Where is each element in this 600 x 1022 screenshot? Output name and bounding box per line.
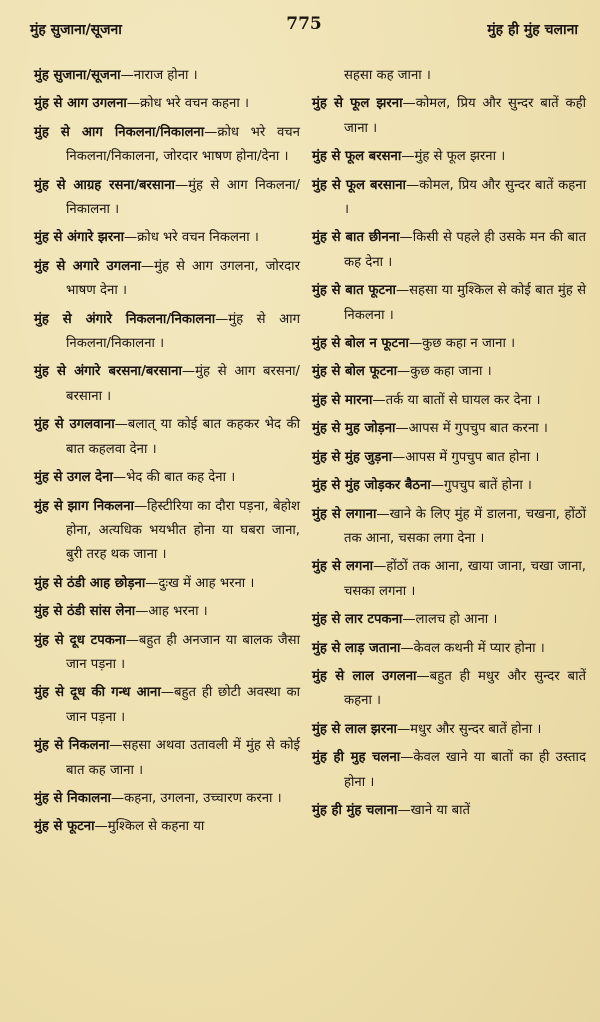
entry-headword: मुंह से बात छीनना	[312, 230, 400, 246]
dictionary-entry	[312, 92, 586, 141]
entry-definition: —भेद की बात कह देना ।	[112, 470, 236, 486]
entry-definition: —खाने या बातें	[397, 802, 471, 818]
entry-headword: मुंह से मुह जोड़ना	[312, 421, 396, 437]
dictionary-entry	[312, 145, 586, 169]
entry-definition: —हिस्टीरिया का दौरा पड़ना, बेहोश होना, अत्यधिक भयभीत होना या घबरा जाना, बुरी तरह थक जाना ।	[66, 498, 300, 563]
continuation-text: सहसा कह जाना ।	[344, 68, 431, 83]
entry-definition: —क्रोध भरे वचन निकलना ।	[123, 230, 259, 246]
page-number: 775	[286, 14, 322, 34]
entry-headword: मुंह सुजाना/सूजना	[34, 68, 121, 83]
entry-definition: —मुंह से आग उगलना, जोरदार भाषण देना ।	[66, 258, 300, 299]
right-column-entries	[312, 92, 586, 823]
entry-headword: मुंह से बात फूटना	[312, 283, 396, 299]
dictionary-entry	[312, 718, 586, 742]
entry-headword: मुंह से ठंडी सांस लेना	[34, 604, 136, 620]
entry-headword: मुंह से फूल झरना	[312, 96, 403, 112]
entry-definition: —कोमल, प्रिय और सुन्दर बातें कहना ।	[344, 177, 586, 218]
dictionary-entry	[34, 64, 300, 88]
entry-definition: —लालच हो आना ।	[402, 612, 498, 628]
dictionary-entry	[34, 815, 300, 839]
dictionary-entry	[34, 681, 300, 730]
dictionary-entry	[312, 417, 586, 441]
entry-headword: मुंह से मारना	[312, 392, 373, 408]
entry-headword: मुंह से बोल फूटना	[312, 364, 398, 380]
dictionary-entry	[34, 600, 300, 624]
entry-headword: मुंह से लगाना	[312, 506, 377, 522]
entry-headword: मुंह से ठंडी आह छोड़ना	[34, 575, 146, 591]
entry-definition: —सहसा अथवा उतावली में मुंह से कोई बात कह जाना ।	[66, 738, 300, 778]
entry-headword: मुंह से अंगारे निकलना/निकालना	[34, 311, 216, 327]
entry-headword: मुंह से आग उगलना	[34, 96, 127, 112]
entry-definition: —खाने के लिए मुंह में डालना, चखना, होंठों तक आना, चसका लगा देना ।	[344, 506, 586, 546]
dictionary-entry	[312, 503, 586, 552]
entry-headword: मुंह ही मुंह चलाना	[312, 802, 398, 818]
entry-definition: —किसी से पहले ही उसके मन की बात कह देना ।	[344, 230, 586, 270]
entry-headword: मुंह से मुंह जुड़ना	[312, 449, 393, 465]
dictionary-entry	[34, 495, 300, 568]
dictionary-entry	[312, 637, 586, 661]
entry-headword: मुंह से उगलवाना	[34, 417, 115, 433]
entry-headword: मुंह से अंगारे बरसना/बरसाना	[34, 364, 182, 380]
entry-headword: मुंह से लाड़ जताना	[312, 640, 401, 656]
entry-definition: —मुश्किल से कहना या	[94, 819, 205, 835]
entry-definition: —मुंह से फूल झरना ।	[401, 149, 506, 165]
right-column	[312, 64, 586, 827]
entry-definition: —सहसा या मुश्किल से कोई बात मुंह से निकलना ।	[344, 283, 587, 323]
entry-definition: —कहना, उगलना, उच्चारण करना ।	[110, 790, 282, 806]
entry-definition: —कोमल, प्रिय और सुन्दर बातें कही जाना ।	[344, 96, 586, 136]
entry-definition: —बहुत ही छोटी अवस्था का जान पड़ना ।	[66, 685, 300, 725]
entry-headword: मुंह से फूल बरसाना	[312, 177, 406, 193]
entry-headword: मुंह से फूल बरसना	[312, 149, 402, 165]
dictionary-entry	[34, 92, 300, 116]
entry-definition: —कुछ कहा जाना ।	[397, 364, 492, 380]
dictionary-entry	[312, 608, 586, 632]
dictionary-entry	[34, 466, 300, 490]
entry-headword: मुंह से लगना	[312, 559, 374, 575]
entry-headword: मुंह से आग निकलना/निकालना	[34, 124, 205, 140]
entry-definition: —होंठों तक आना, खाया जाना, चखा जाना, चसका लगना ।	[344, 559, 587, 599]
dictionary-entry	[34, 255, 300, 304]
entry-definition: —केवल खाने या बातों का ही उस्ताद होना ।	[344, 750, 586, 790]
dictionary-entry	[34, 734, 300, 783]
entry-headword: मुंह से लाल उगलना	[312, 668, 417, 684]
entry-headword: मुंह से निकलना	[34, 738, 110, 754]
entry-definition: —मुंह से आग निकलना/निकालना ।	[66, 177, 301, 218]
dictionary-entry	[34, 572, 300, 596]
entry-headword: मुंह से उगल देना	[34, 470, 113, 486]
page-header	[30, 14, 578, 44]
header-left-guideword: मुंह सुजाना/सूजना	[30, 22, 122, 38]
entry-definition: —क्रोध भरे वचन कहना ।	[126, 96, 249, 112]
entry-definition: —गुपचुप बातें होना ।	[430, 478, 532, 494]
entry-definition: —केवल कथनी में प्यार होना ।	[400, 640, 545, 656]
dictionary-entry	[312, 799, 586, 823]
entry-headword: मुंह से बोल न फूटना	[312, 336, 409, 352]
entry-definition: —आपस में गुपचुप बात होना ।	[392, 449, 540, 465]
dictionary-entry	[312, 446, 586, 470]
header-right-guideword: मुंह ही मुंह चलाना	[487, 22, 578, 38]
dictionary-entry	[312, 389, 586, 413]
dictionary-entry	[312, 746, 586, 795]
dictionary-entry	[34, 121, 300, 170]
dictionary-entry	[312, 360, 586, 384]
entry-definition: —मुंह से आग निकलना/निकालना ।	[66, 311, 300, 352]
dictionary-entry	[312, 555, 586, 604]
entry-definition: —तर्क या बातों से घायल कर देना ।	[372, 392, 541, 408]
entry-headword: मुंह से फूटना	[34, 819, 95, 835]
entry-definition: —कुछ कहा न जाना ।	[408, 336, 516, 352]
dictionary-entry	[312, 665, 586, 714]
dictionary-entry	[312, 474, 586, 498]
entry-headword: मुंह से अगारे उगलना	[34, 258, 141, 274]
entry-definition: —बहुत ही अनजान या बालक जैसा जान पड़ना ।	[66, 632, 300, 672]
left-column	[34, 64, 300, 844]
entry-headword: मुंह ही मुह चलना	[312, 750, 401, 766]
dictionary-entry	[312, 174, 586, 223]
entry-definition: —मधुर और सुन्दर बातें होना ।	[396, 721, 542, 737]
entry-definition: —आह भरना ।	[135, 604, 208, 620]
dictionary-entry	[312, 226, 586, 275]
dictionary-entry	[34, 629, 300, 678]
entry-headword: मुंह से लार टपकना	[312, 612, 403, 628]
entry-definition: —बहुत ही मधुर और सुन्दर बातें कहना ।	[344, 668, 587, 709]
entry-headword: मुंह से झाग निकलना	[34, 498, 134, 514]
entry-headword: मुंह से आग्रह रसना/बरसाना	[34, 177, 175, 193]
entry-headword: मुंह से निकालना	[34, 790, 111, 806]
entry-definition: —क्रोध भरे वचन निकलना/निकालना, जोरदार भाषण होना/देना ।	[66, 124, 300, 165]
dictionary-entry	[34, 308, 300, 357]
entry-definition: —मुंह से आग बरसना/बरसाना ।	[66, 364, 300, 404]
entry-definition: —बलात् या कोई बात कहकर भेद की बात कहलवा देना ।	[66, 417, 300, 457]
dictionary-entry	[34, 787, 300, 811]
entry-definition: —आपस में गुपचुप बात करना ।	[395, 421, 548, 437]
entry-definition: —नाराज होना ।	[120, 68, 198, 83]
dictionary-entry	[312, 332, 586, 356]
entry-headword: मुंह से अंगारे झरना	[34, 230, 124, 246]
entry-headword: मुंह से दूध की गन्ध आना	[34, 685, 161, 701]
entry-headword: मुंह से मुंह जोड़कर बैठना	[312, 478, 431, 494]
dictionary-entry	[34, 413, 300, 462]
dictionary-entry	[312, 279, 586, 328]
entry-headword: मुंह से दूध टपकना	[34, 632, 126, 648]
entry-headword: मुंह से लाल झरना	[312, 721, 397, 737]
entry-definition: —दुःख में आह भरना ।	[145, 575, 255, 591]
dictionary-entry	[34, 226, 300, 250]
dictionary-entry	[34, 174, 300, 223]
dictionary-entry	[34, 360, 300, 409]
